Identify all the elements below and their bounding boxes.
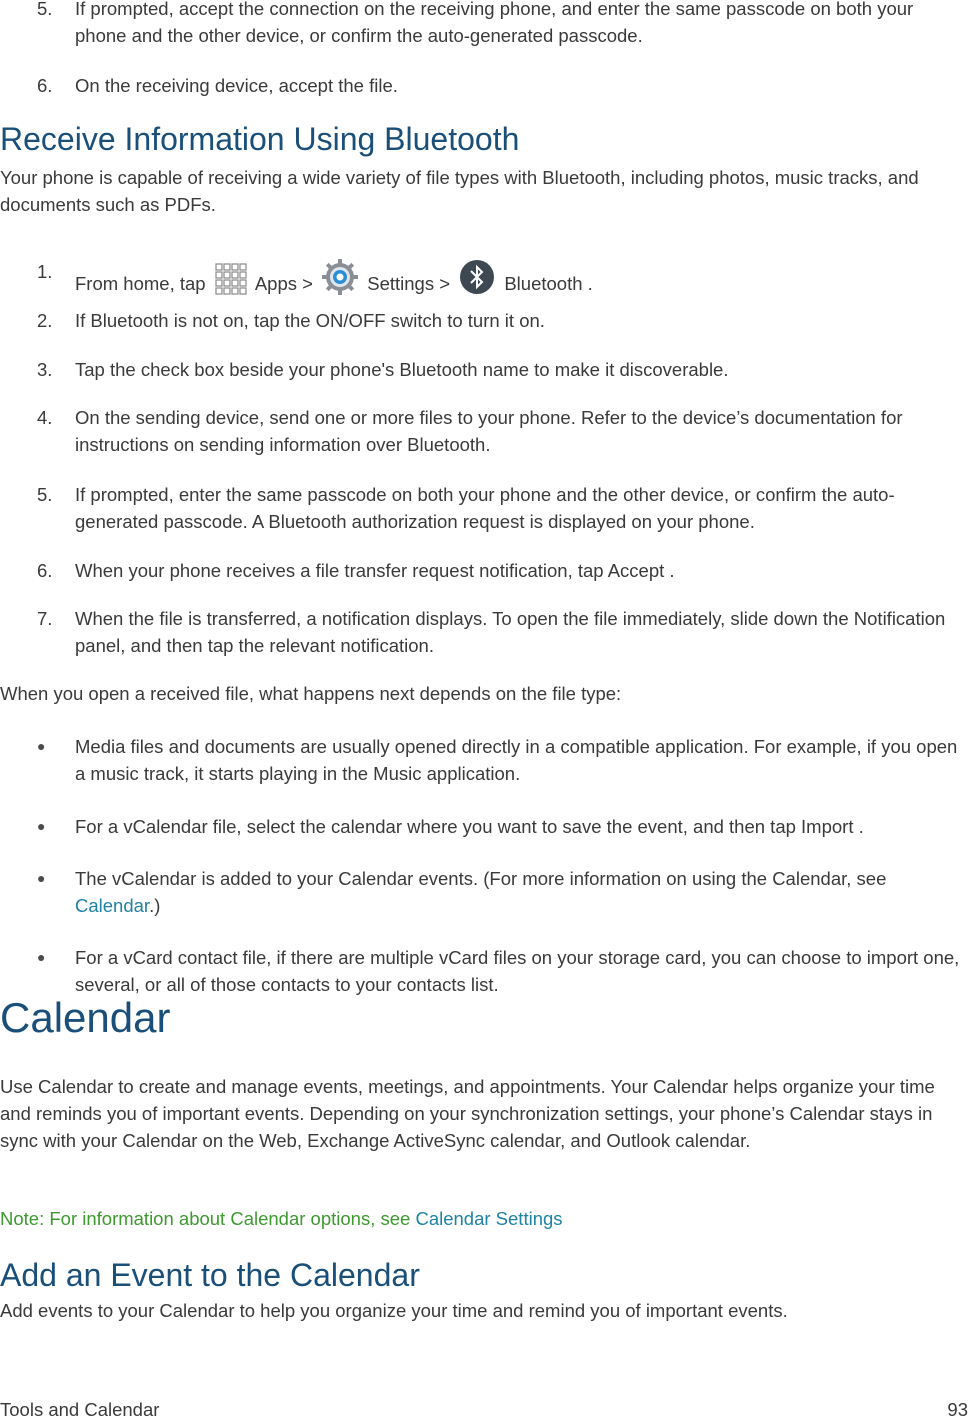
list-item [37, 404, 967, 458]
note [0, 1205, 970, 1232]
step-number: 5. [37, 0, 53, 19]
note-text: For information about Calendar options, see [49, 1208, 411, 1229]
list-item [37, 481, 967, 535]
settings-label: Settings [367, 273, 435, 294]
apps-label: Apps [254, 273, 298, 294]
bullet-text: For a vCalendar file, select the calendar where you want to save the event, and then tap Import . [75, 816, 864, 837]
chapter-heading: Calendar [0, 994, 171, 1041]
bullet-text: Media files and documents are usually opened directly in a compatible application. For example, if you open a music track, it starts playing in the Music application. [75, 736, 958, 784]
bluetooth-label: Bluetooth [504, 273, 583, 294]
calendar-link[interactable]: Calendar [75, 895, 150, 916]
step-number: 6. [37, 75, 53, 96]
step-text [75, 258, 967, 303]
bullet-text [75, 865, 967, 919]
section-heading: Add an Event to the Calendar [0, 1257, 420, 1293]
step-number: 3. [37, 359, 53, 380]
step-number: 6. [37, 560, 53, 581]
list-item [37, 813, 967, 840]
step-number: 7. [37, 608, 53, 629]
settings-gear-icon [321, 258, 359, 303]
list-item [37, 865, 967, 919]
apps-grid-icon [214, 262, 248, 303]
calendar-settings-link[interactable]: Calendar Settings [415, 1208, 563, 1229]
list-item [37, 356, 967, 383]
step-prefix: From home, tap [75, 273, 206, 294]
bullet: ● [37, 949, 46, 965]
footer-chapter: Tools and Calendar [0, 1399, 160, 1420]
separator: > [302, 273, 313, 294]
step-number: 1. [37, 261, 53, 282]
list-item [37, 72, 967, 99]
bullet-text-after: .) [149, 895, 161, 916]
step-text: On the receiving device, accept the file. [75, 75, 398, 96]
note-label: Note: [0, 1208, 45, 1229]
step-text: If prompted, enter the same passcode on both your phone and the other device, or confirm the auto-generated passcode. A Bluetooth authorization request is displayed on your phone. [75, 484, 895, 532]
paragraph: When you open a received file, what happens next depends on the file type: [0, 683, 622, 704]
section-heading: Receive Information Using Bluetooth [0, 121, 520, 157]
step-end: . [587, 273, 593, 294]
section-intro: Your phone is capable of receiving a wide variety of file types with Bluetooth, including photos, music tracks, and documents such as PDFs. [0, 167, 919, 215]
bullet-text: For a vCard contact file, if there are multiple vCard files on your storage card, you can choose to import one, several, or all of those contacts to your contacts list. [75, 947, 960, 995]
bluetooth-icon [458, 258, 496, 303]
bullet-text-before: The vCalendar is added to your Calendar events. (For more information on using the Calendar, see [75, 868, 887, 889]
step-text: If Bluetooth is not on, tap the ON/OFF switch to turn it on. [75, 310, 545, 331]
step-text: If prompted, accept the connection on the receiving phone, and enter the same passcode on both your phone and the other device, or confirm the auto-generated passcode. [75, 0, 914, 46]
step-number: 4. [37, 407, 53, 428]
list-item [37, 307, 967, 334]
step-text: When your phone receives a file transfer request notification, tap Accept . [75, 560, 675, 581]
list-item [37, 944, 967, 998]
section-intro: Use Calendar to create and manage events, meetings, and appointments. Your Calendar helps organize your time and reminds you of important events. Depending on your synchronization settings, your phone’s Calendar stays in sync with your Calendar on the Web, Exchange ActiveSync calendar, and Outlook calendar. [0, 1076, 935, 1151]
list-item [37, 258, 967, 303]
page-number: 93 [947, 1399, 968, 1420]
list-item [37, 0, 967, 49]
separator: > [439, 273, 451, 294]
list-item [37, 557, 967, 584]
step-number: 5. [37, 484, 53, 505]
list-item [37, 605, 967, 659]
step-text: Tap the check box beside your phone's Bluetooth name to make it discoverable. [75, 359, 729, 380]
section-intro: Add events to your Calendar to help you organize your time and remind you of important events. [0, 1300, 788, 1321]
step-number: 2. [37, 310, 53, 331]
bullet: ● [37, 870, 46, 886]
step-text: When the file is transferred, a notification displays. To open the file immediately, slide down the Notification panel, and then tap the relevant notification. [75, 608, 946, 656]
step-text: On the sending device, send one or more files to your phone. Refer to the device’s documentation for instructions on sending information over Bluetooth. [75, 407, 903, 455]
bullet: ● [37, 738, 46, 754]
list-item [37, 733, 967, 787]
bullet: ● [37, 818, 46, 834]
